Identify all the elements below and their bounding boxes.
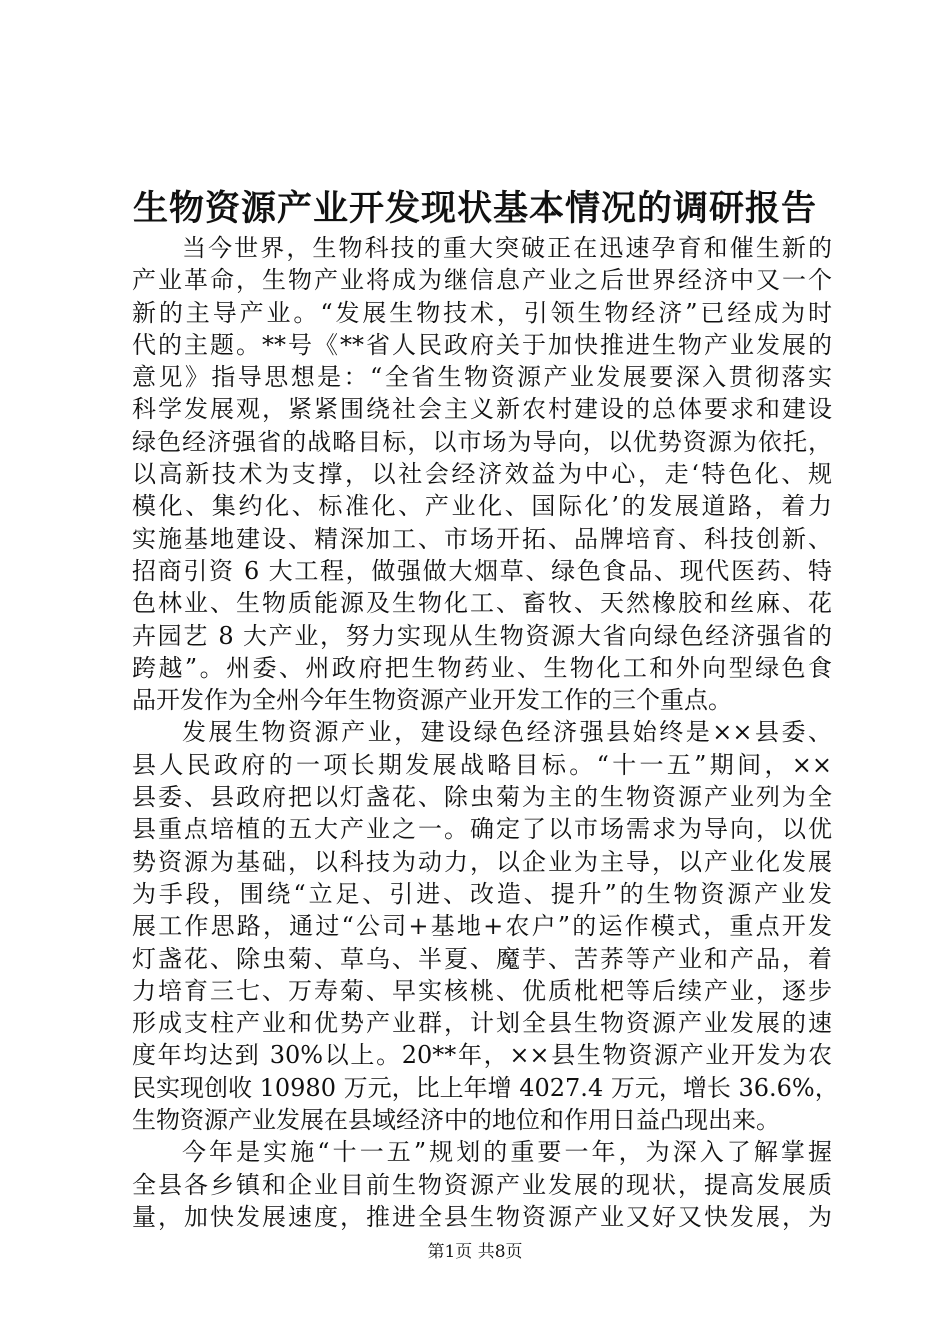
text-line: 产业革命，生物产业将成为继信息产业之后世界经济中又一个 bbox=[132, 266, 832, 295]
text-line: 县重点培植的五大产业之一。确定了以市场需求为导向，以优 bbox=[132, 815, 832, 844]
text-line: 全县各乡镇和企业目前生物资源产业发展的现状，提高发展质 bbox=[132, 1170, 832, 1199]
text-line: 灯盏花、除虫菊、草乌、半夏、魔芋、苦荞等产业和产品，着 bbox=[132, 944, 832, 973]
text-line: 势资源为基础，以科技为动力，以企业为主导，以产业化发展 bbox=[132, 847, 832, 876]
text-line: 模化、集约化、标准化、产业化、国际化’的发展道路，着力 bbox=[132, 492, 832, 521]
text-line: 形成支柱产业和优势产业群，计划全县生物资源产业发展的速 bbox=[132, 1009, 832, 1038]
text-line: 当今世界，生物科技的重大突破正在迅速孕育和催生新的 bbox=[182, 234, 832, 262]
text-line: 代的主题。**号《**省人民政府关于加快推进生物产业发展的 bbox=[132, 330, 832, 359]
paragraph-3 bbox=[132, 1136, 832, 1233]
text-line: 色林业、生物质能源及生物化工、畜牧、天然橡胶和丝麻、花 bbox=[132, 589, 832, 618]
text-line: 新的主导产业。“发展生物技术，引领生物经济”已经成为时 bbox=[132, 298, 832, 327]
text-line: 量，加快发展速度，推进全县生物资源产业又好又快发展，为 bbox=[132, 1202, 832, 1231]
text-line: 跨越”。州委、州政府把生物药业、生物化工和外向型绿色食 bbox=[132, 653, 832, 682]
text-line: 今年是实施“十一五”规划的重要一年，为深入了解掌握 bbox=[182, 1138, 832, 1167]
text-line: 招商引资 6 大工程，做强做大烟草、绿色食品、现代医药、特 bbox=[132, 556, 832, 585]
paragraph-2 bbox=[132, 716, 839, 1136]
text-line: 展工作思路，通过“公司+基地+农户”的运作模式，重点开发 bbox=[132, 912, 832, 941]
text-line: 卉园艺 8 大产业，努力实现从生物资源大省向绿色经济强省的 bbox=[132, 621, 832, 650]
text-line: 实施基地建设、精深加工、市场开拓、品牌培育、科技创新、 bbox=[132, 524, 832, 553]
text-line: 力培育三七、万寿菊、早实核桃、优质枇杷等后续产业，逐步 bbox=[132, 976, 832, 1005]
document-title: 生物资源产业开发现状基本情况的调研报告 bbox=[132, 188, 817, 229]
document-body bbox=[132, 232, 839, 1233]
text-line: 意见》指导思想是：“全省生物资源产业发展要深入贯彻落实 bbox=[132, 363, 832, 392]
text-line: 生物资源产业发展在县域经济中的地位和作用日益凸现出来。 bbox=[132, 1106, 780, 1135]
text-line: 度年均达到 30%以上。20**年，××县生物资源产业开发为农 bbox=[132, 1041, 832, 1070]
text-line: 民实现创收 10980 万元，比上年增 4027.4 万元，增长 36.6%， bbox=[132, 1073, 839, 1102]
text-line: 发展生物资源产业，建设绿色经济强县始终是××县委、 bbox=[182, 718, 832, 747]
text-line: 为手段，围绕“立足、引进、改造、提升”的生物资源产业发 bbox=[132, 879, 832, 908]
text-line: 品开发作为全州今年生物资源产业开发工作的三个重点。 bbox=[132, 686, 732, 715]
text-line: 绿色经济强省的战略目标，以市场为导向，以优势资源为依托， bbox=[132, 427, 832, 456]
text-line: 县委、县政府把以灯盏花、除虫菊为主的生物资源产业列为全 bbox=[132, 783, 832, 812]
text-line: 科学发展观，紧紧围绕社会主义新农村建设的总体要求和建设 bbox=[132, 395, 832, 424]
page-footer: 第1页 共8页 bbox=[427, 1242, 523, 1262]
text-line: 以高新技术为支撑，以社会经济效益为中心，走‘特色化、规 bbox=[132, 460, 832, 489]
paragraph-1 bbox=[132, 232, 832, 716]
text-line: 县人民政府的一项长期发展战略目标。“十一五”期间，×× bbox=[132, 750, 832, 779]
